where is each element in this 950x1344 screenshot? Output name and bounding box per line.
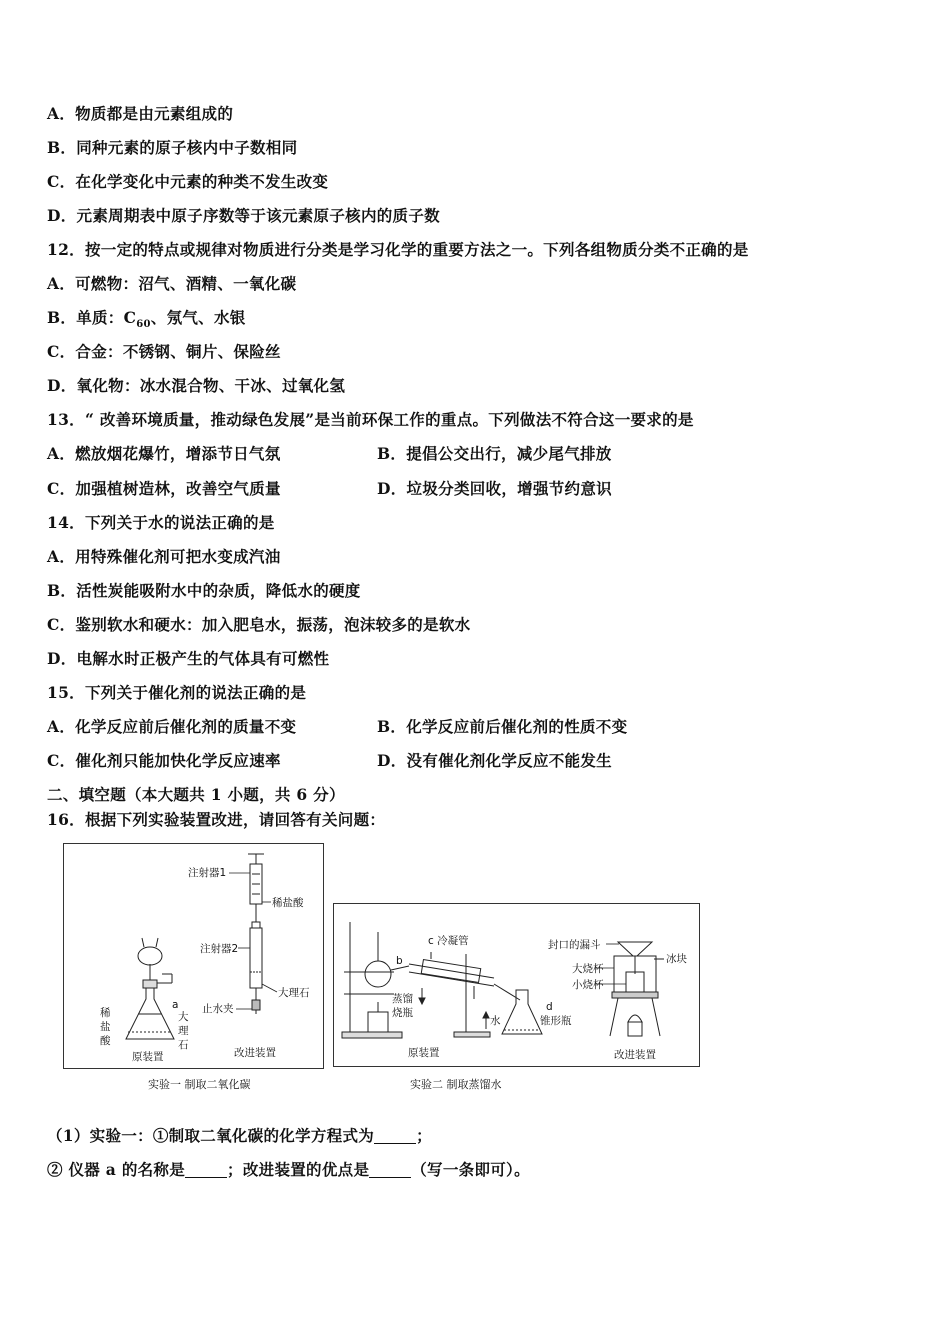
q12-option-b-subscript: 60 xyxy=(136,319,151,331)
q16-part-2-text-c: （写一条即可）。 xyxy=(411,1160,530,1179)
q15-option-b: B．化学反应前后催化剂的性质不变 xyxy=(377,717,628,736)
q16-part-2-text-a: ② 仪器 a 的名称是 xyxy=(47,1160,186,1179)
q16-part-2-text-b: ；改进装置的优点是 xyxy=(227,1160,370,1179)
label-left-acid-3: 酸 xyxy=(100,1035,111,1047)
label-left-marble-1: 大 xyxy=(178,1011,189,1023)
q11-option-c: C．在化学变化中元素的种类不发生改变 xyxy=(47,172,329,191)
label-b: b xyxy=(396,955,403,967)
experiment-2-diagram xyxy=(334,904,699,1066)
q13-option-c: C．加强植树造林，改善空气质量 xyxy=(47,479,281,498)
q12-option-b-post: 、氖气、水银 xyxy=(150,308,246,327)
label-left-acid-2: 盐 xyxy=(100,1021,111,1033)
q15-option-c: C．催化剂只能加快化学反应速率 xyxy=(47,751,281,770)
q12-option-b xyxy=(47,306,246,330)
label-dilute-acid: 稀盐酸 xyxy=(272,897,304,909)
label-ice: 冰块 xyxy=(666,953,687,965)
label-left-marble-3: 石 xyxy=(178,1039,189,1051)
improved-apparatus-2 xyxy=(610,942,664,1036)
leader-marble xyxy=(262,984,277,992)
caption-experiment-2: 实验二 制取蒸馏水 xyxy=(410,1078,502,1091)
label-syringe-2: 注射器2 xyxy=(200,943,239,955)
answer-blank-equation[interactable] xyxy=(374,1128,416,1145)
q15-option-d: D．没有催化剂化学反应不能发生 xyxy=(377,751,612,770)
label-improved-apparatus-1: 改进装置 xyxy=(234,1047,276,1059)
section-heading: 二、填空题（本大题共 1 小题，共 6 分） xyxy=(47,785,345,804)
q12-option-c: C．合金：不锈钢、铜片、保险丝 xyxy=(47,342,281,361)
label-clamp: 止水夹 xyxy=(202,1003,234,1015)
improved-apparatus-1 xyxy=(248,854,264,1014)
q14-stem: 14．下列关于水的说法正确的是 xyxy=(47,513,275,532)
q16-part-1-text: （1）实验一：①制取二氧化碳的化学方程式为 xyxy=(47,1126,375,1145)
q13-stem: 13．“ 改善环境质量，推动绿色发展”是当前环保工作的重点。下列做法不符合这一要求的是 xyxy=(47,410,694,429)
q13-option-b: B．提倡公交出行，减少尾气排放 xyxy=(377,444,612,463)
label-original-apparatus-2: 原装置 xyxy=(408,1047,440,1059)
q16-part-2 xyxy=(47,1158,530,1180)
experiment-1-diagram xyxy=(64,844,323,1068)
label-left-acid-1: 稀 xyxy=(100,1007,111,1019)
label-condenser: c 冷凝管 xyxy=(428,935,469,947)
q12-stem: 12．按一定的特点或规律对物质进行分类是学习化学的重要方法之一。下列各组物质分类不正确的是 xyxy=(47,240,749,259)
answer-blank-instrument-a[interactable] xyxy=(185,1162,227,1179)
label-syringe-1: 注射器1 xyxy=(188,867,227,879)
q15-option-a: A．化学反应前后催化剂的质量不变 xyxy=(47,717,297,736)
q11-option-b: B．同种元素的原子核内中子数相同 xyxy=(47,138,298,157)
label-d: d xyxy=(546,1001,553,1013)
q14-option-d: D．电解水时正极产生的气体具有可燃性 xyxy=(47,649,330,668)
q11-option-d: D．元素周期表中原子序数等于该元素原子核内的质子数 xyxy=(47,206,440,225)
original-apparatus-1 xyxy=(126,938,174,1039)
q12-option-d: D．氧化物：冰水混合物、干冰、过氧化氢 xyxy=(47,376,346,395)
label-small-beaker: 小烧杯 xyxy=(572,979,604,991)
label-original-apparatus-1: 原装置 xyxy=(132,1051,164,1063)
q14-option-b: B．活性炭能吸附水中的杂质，降低水的硬度 xyxy=(47,581,361,600)
q12-option-b-pre: B．单质：C xyxy=(47,308,137,327)
label-sealed-funnel: 封口的漏斗 xyxy=(548,939,601,951)
figure-experiment-2 xyxy=(333,903,700,1067)
q14-option-a: A．用特殊催化剂可把水变成汽油 xyxy=(47,547,281,566)
label-improved-apparatus-2: 改进装置 xyxy=(614,1049,656,1061)
label-instrument-a: a xyxy=(172,999,179,1011)
label-left-marble-2: 理 xyxy=(178,1025,189,1037)
q16-part-1 xyxy=(47,1124,432,1146)
q15-stem: 15．下列关于催化剂的说法正确的是 xyxy=(47,683,307,702)
q13-option-a: A．燃放烟花爆竹，增添节日气氛 xyxy=(47,444,281,463)
q16-part-1-end: ； xyxy=(416,1126,432,1145)
figure-experiment-1 xyxy=(63,843,324,1069)
caption-experiment-1: 实验一 制取二氧化碳 xyxy=(148,1078,251,1091)
label-big-beaker: 大烧杯 xyxy=(572,963,604,975)
answer-blank-advantage[interactable] xyxy=(369,1162,411,1179)
q12-option-a: A．可燃物：沼气、酒精、一氧化碳 xyxy=(47,274,297,293)
q13-option-d: D．垃圾分类回收，增强节约意识 xyxy=(377,479,612,498)
label-flask-2: 烧瓶 xyxy=(392,1007,413,1019)
q16-stem: 16．根据下列实验装置改进，请回答有关问题： xyxy=(47,810,386,829)
label-flask-1: 蒸馏 xyxy=(392,993,413,1005)
q14-option-c: C．鉴别软水和硬水：加入肥皂水，振荡，泡沫较多的是软水 xyxy=(47,615,471,634)
label-water: 水 xyxy=(490,1015,501,1027)
label-marble-right: 大理石 xyxy=(278,987,310,999)
q11-option-a: A．物质都是由元素组成的 xyxy=(47,104,234,123)
label-conical-flask: 锥形瓶 xyxy=(540,1015,572,1027)
